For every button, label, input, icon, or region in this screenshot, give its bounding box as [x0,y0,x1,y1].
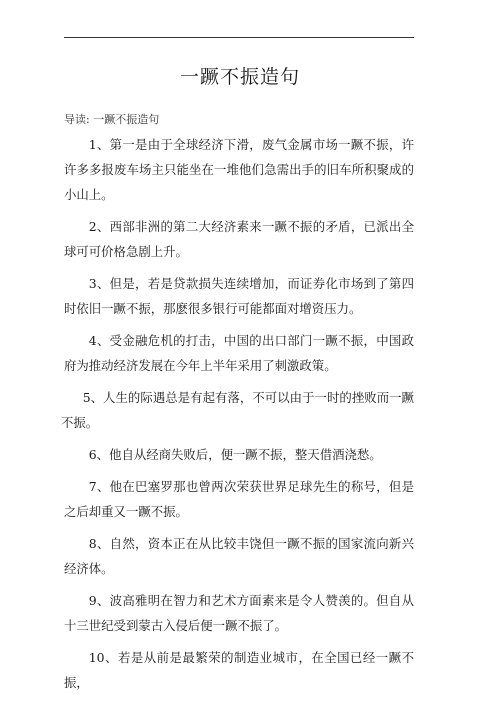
paragraph: 7、他在巴塞罗那也曾两次荣获世界足球先生的称号，但是之后却重又一蹶不振。 [64,479,414,519]
guide-line: 导读: 一蹶不振造句 [64,113,160,126]
paragraph: 1、第一是由于全球经济下滑，废气金属市场一蹶不振，许许多多报废车场主只能坐在一堆他们急需出手的旧车所积聚成的小山上。 [64,137,414,202]
header-rule [64,37,414,38]
paragraph: 6、他自从经商失败后，便一蹶不振，整天借酒浇愁。 [88,447,382,462]
document-title: 一蹶不振造句 [179,66,300,88]
document-body [61,132,414,702]
paragraph: 5、人生的际遇总是有起有落，不可以由于一时的挫败而一蹶不振。 [61,390,414,430]
paragraph: 9、波高雅明在智力和艺术方面素来是令人赞羡的。但自从十三世纪受到蒙古入侵后便一蹶不振了。 [64,593,414,633]
paragraph: 8、自然，资本正在从比较丰饶但一蹶不振的国家流向新兴经济体。 [64,536,414,576]
paragraph: 2、西部非洲的第二大经济素来一蹶不振的矛盾，已派出全球可可价格急剧上升。 [64,219,414,259]
paragraph: 4、受金融危机的打击，中国的出口部门一蹶不振，中国政府为推动经济发展在今年上半年采用了刺激政策。 [64,333,414,373]
paragraph: 10、若是从前是最繁荣的制造业城市，在全国已经一蹶不振， [64,650,414,690]
paragraph: 3、但是，若是贷款损失连续增加，而证券化市场到了第四时依旧一蹶不振，那麽很多银行可能都面对增资压力。 [64,276,414,316]
